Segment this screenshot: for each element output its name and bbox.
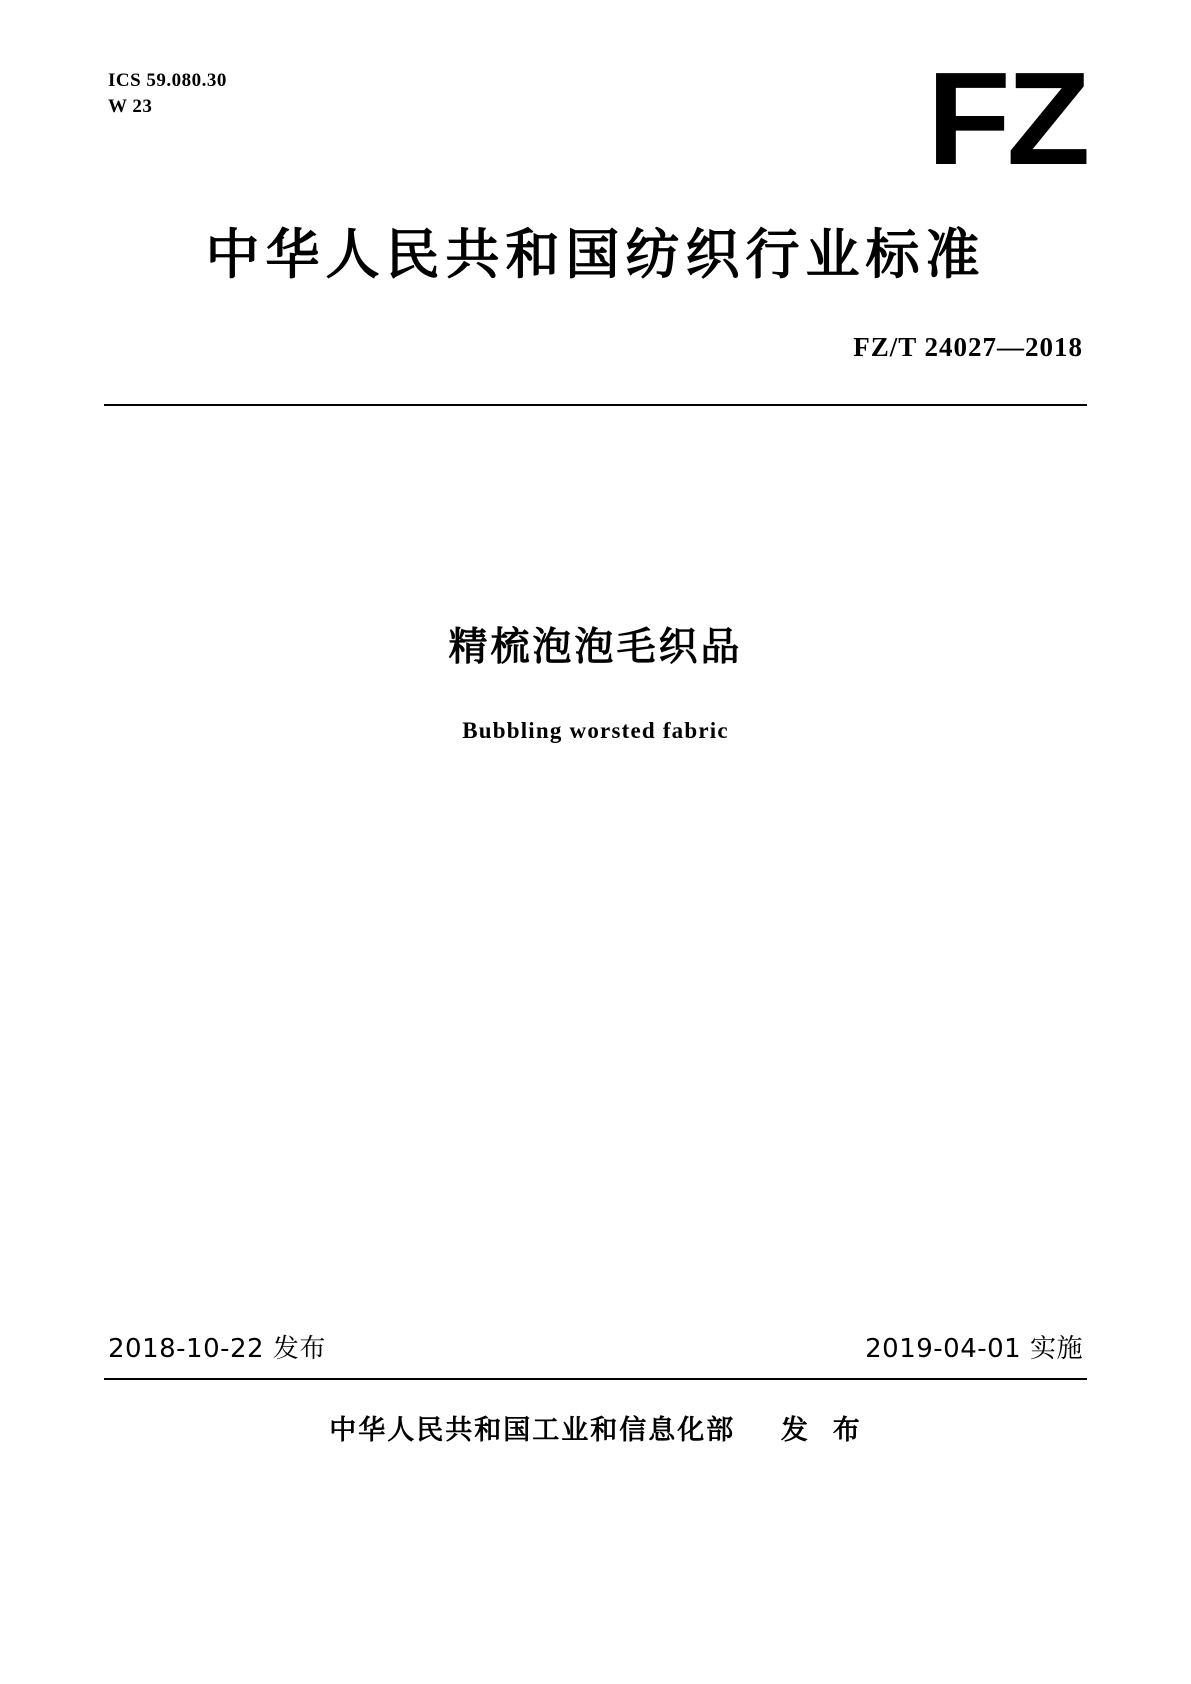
document-title-english: Bubbling worsted fabric xyxy=(462,718,729,743)
header-divider xyxy=(104,404,1087,406)
effective-date: 2019-04-01 实施 xyxy=(865,1334,1083,1364)
standard-number: FZ/T 24027—2018 xyxy=(853,332,1083,362)
fz-logo: FZ xyxy=(926,45,1086,192)
footer-divider xyxy=(104,1378,1087,1380)
standard-org-title: 中华人民共和国纺织行业标准 xyxy=(205,223,986,286)
date-row xyxy=(108,1328,1083,1365)
issue-date: 2018-10-22 发布 xyxy=(108,1334,326,1364)
ics-code: ICS 59.080.30 xyxy=(108,70,227,91)
document-title-chinese: 精梳泡泡毛织品 xyxy=(448,625,743,670)
classification-code: W 23 xyxy=(108,95,153,117)
issuing-authority: 中华人民共和国工业和信息化部 发 布 xyxy=(329,1415,862,1446)
ics-classification-block xyxy=(108,68,227,119)
